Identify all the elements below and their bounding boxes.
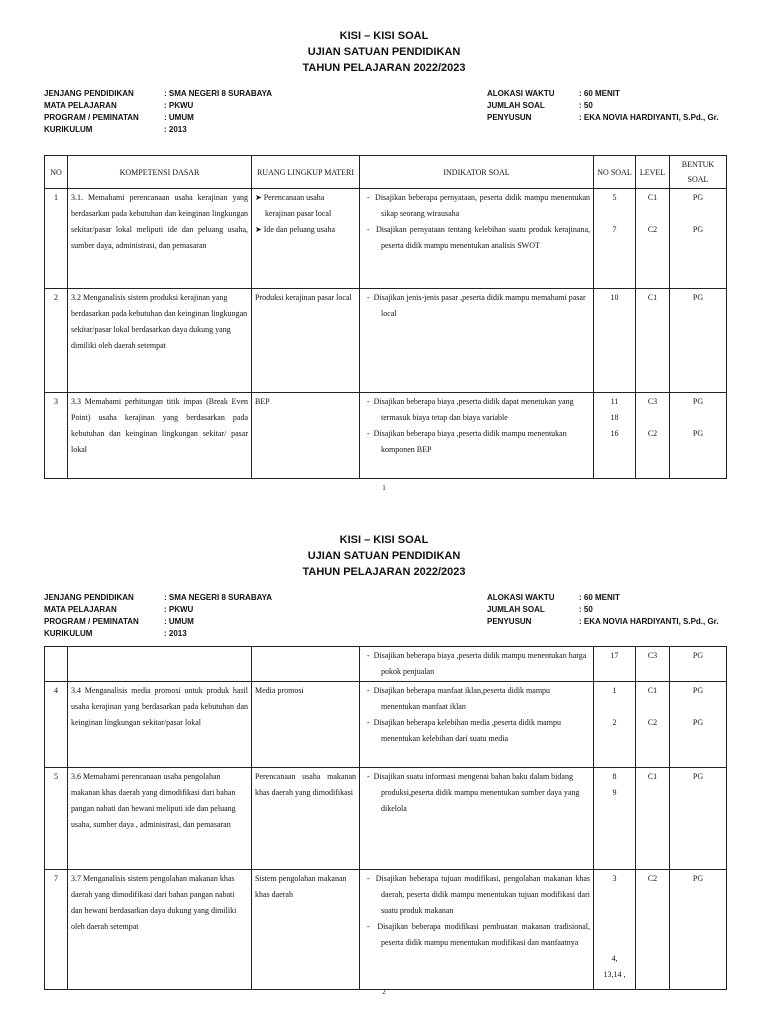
row-no: 3 — [45, 393, 68, 479]
doc-subtitle: UJIAN SATUAN PENDIDIKAN — [307, 550, 461, 562]
meta-value: : SMA NEGERI 8 SURABAYA — [164, 593, 273, 602]
row-no — [45, 647, 68, 682]
meta-value: : 2013 — [164, 125, 187, 134]
meta-value: : SMA NEGERI 8 SURABAYA — [164, 89, 273, 98]
row-level: C3 — [636, 647, 670, 682]
col-no: NO — [45, 156, 68, 189]
meta-value: : UMUM — [164, 617, 194, 626]
row-bentuk: PG PG — [670, 682, 727, 768]
meta-key: JENJANG PENDIDIKAN — [44, 593, 134, 602]
row-kd: 3.2 Menganalisis sistem produksi kerajinan yang berdasarkan pada kebutuhan dan keinginan lingkungan sekitar/pasar lokal berdasarkan daya dukung yang dimiliki oleh daerah setempat — [68, 289, 252, 393]
row-level: C1 — [636, 289, 670, 393]
meta-key: JUMLAH SOAL — [487, 605, 545, 614]
row-no-soal: 3 4, 13,14 , — [594, 870, 636, 990]
table-row — [45, 682, 727, 768]
meta-value: : EKA NOVIA HARDIYANTI, S.Pd., Gr. — [579, 617, 719, 626]
col-no-soal: NO SOAL — [594, 156, 636, 189]
row-bentuk: PG — [670, 870, 727, 990]
row-no-soal: 5 7 — [594, 189, 636, 289]
table-row — [45, 647, 727, 682]
meta-right — [487, 88, 719, 124]
col-kompetensi: KOMPETENSI DASAR — [68, 156, 252, 189]
meta-value: : 50 — [579, 101, 593, 110]
doc-title: KISI – KISI SOAL — [339, 534, 429, 546]
row-kd: 3.7 Menganalisis sistem pengolahan makanan khas daerah yang dimodifikasi dari bahan pangan nabati dan hewani berdasarkan daya dukung yang dimiliki oleh daerah setempat — [68, 870, 252, 990]
row-indikator — [360, 289, 594, 393]
row-indikator — [360, 870, 594, 990]
table-row — [45, 393, 727, 479]
row-kd: 3.1. Memahami perencanaan usaha kerajinan yang berdasarkan pada kebutuhan dan keinginan lingkungan sekitar/pasar lokal meliputi ide dan peluang usaha, sumber daya, administrasi, dan pemasaran — [68, 189, 252, 289]
table-row — [45, 189, 727, 289]
kisi-table-page2 — [44, 646, 727, 990]
row-bentuk: PG PG — [670, 393, 727, 479]
row-ruang-lingkup: Produksi kerajinan pasar local — [252, 289, 360, 393]
list-item: - Disajikan beberapa manfaat iklan,peserta didik mampu menentukan manfaat iklan — [367, 686, 551, 711]
meta-value: : PKWU — [164, 605, 194, 614]
row-ruang-lingkup: Sistem pengolahan makanan khas daerah — [252, 870, 360, 990]
meta-left — [44, 592, 272, 640]
row-no-soal: 1 2 — [594, 682, 636, 768]
row-level: C1 C2 — [636, 682, 670, 768]
page-number: 1 — [382, 484, 386, 492]
table-row — [45, 768, 727, 870]
row-kd: 3.4 Menganalisis media promosi untuk produk hasil usaha kerajinan yang berdasarkan pada kebutuhan dan keinginan lingkungan sekitar/pasar lokal — [68, 682, 252, 768]
meta-key: PROGRAM / PEMINATAN — [44, 617, 139, 626]
row-kd: 3.6 Memahami perencanaan usaha pengolahan makanan khas daerah yang dimodifikasi dari bahan pangan nabati dan hewani meliputi ide dan peluang usaha, sumber daya , administrasi, dan pemasaran — [68, 768, 252, 870]
row-bentuk: PG — [670, 768, 727, 870]
row-no-soal: 8 9 — [594, 768, 636, 870]
row-indikator — [360, 647, 594, 682]
row-ruang-lingkup — [252, 647, 360, 682]
meta-key: PENYUSUN — [487, 617, 532, 626]
row-level: C1 — [636, 768, 670, 870]
list-item: - Disajikan beberapa biaya ,peserta didik dapat menetukan yang termasuk biaya tetap dan biaya variable — [367, 397, 574, 422]
meta-key: KURIKULUM — [44, 125, 93, 134]
meta-key: MATA PELAJARAN — [44, 605, 117, 614]
table-row — [45, 289, 727, 393]
row-kd: 3.3 Memahami perhitungan titik impas (Break Even Point) usaha kerajinan yang berdasarkan pada kebutuhan dan keinginan lingkungan sekitar/ pasar lokal — [68, 393, 252, 479]
row-indikator — [360, 768, 594, 870]
row-ruang-lingkup — [252, 189, 360, 289]
row-no: 2 — [45, 289, 68, 393]
row-level: C2 — [636, 870, 670, 990]
table-row — [45, 870, 727, 990]
row-no: 7 — [45, 870, 68, 990]
row-no: 5 — [45, 768, 68, 870]
meta-value: : 60 MENIT — [579, 593, 620, 602]
table-header-row — [45, 156, 727, 189]
meta-key: ALOKASI WAKTU — [487, 593, 555, 602]
row-bentuk: PG — [670, 289, 727, 393]
meta-value: : EKA NOVIA HARDIYANTI, S.Pd., Gr. — [579, 113, 719, 122]
row-bentuk: PG — [670, 647, 727, 682]
meta-key: JUMLAH SOAL — [487, 101, 545, 110]
list-item: - Disajikan suatu informasi mengenai bahan baku dalam bidang produksi,peserta didik mampu menentukan sumber daya yang dikelola — [367, 772, 580, 813]
row-no: 1 — [45, 189, 68, 289]
meta-key: KURIKULUM — [44, 629, 93, 638]
list-item: - Disajikan jenis-jenis pasar ,peserta didik mampu memahami pasar local — [367, 293, 586, 318]
row-indikator — [360, 682, 594, 768]
list-item: - Disajikan beberapa pernyataan, peserta didik mampu menentukan sikap seorang wirausaha — [367, 193, 590, 218]
meta-value: : PKWU — [164, 101, 194, 110]
meta-left — [44, 88, 272, 136]
list-item: - Disajikan beberapa biaya ,peserta didik mampu menentukan komponen BEP — [367, 429, 567, 454]
page-number: 2 — [382, 988, 386, 996]
list-item: ➤ Ide dan peluang usaha — [255, 225, 336, 234]
kisi-table-page1 — [44, 155, 727, 479]
row-indikator — [360, 189, 594, 289]
col-bentuk: BENTUK SOAL — [670, 156, 727, 189]
list-item: - Disajikan beberapa kelebihan media ,peserta didik mampu menentukan kelebihan dari suatu media — [367, 718, 561, 743]
row-bentuk: PG PG — [670, 189, 727, 289]
col-indikator: INDIKATOR SOAL — [360, 156, 594, 189]
doc-year: TAHUN PELAJARAN 2022/2023 — [302, 566, 466, 578]
row-no: 4 — [45, 682, 68, 768]
row-kd — [68, 647, 252, 682]
meta-value: : 2013 — [164, 629, 187, 638]
row-no-soal: 10 — [594, 289, 636, 393]
meta-right — [487, 592, 719, 628]
meta-key: MATA PELAJARAN — [44, 101, 117, 110]
doc-subtitle: UJIAN SATUAN PENDIDIKAN — [307, 46, 461, 58]
row-no-soal: 17 — [594, 647, 636, 682]
row-ruang-lingkup: Perencanaan usaha makanan khas daerah yang dimodifikasi — [252, 768, 360, 870]
doc-year: TAHUN PELAJARAN 2022/2023 — [302, 62, 466, 74]
row-level: C3 C2 — [636, 393, 670, 479]
meta-key: JENJANG PENDIDIKAN — [44, 89, 134, 98]
meta-value: : 50 — [579, 605, 593, 614]
meta-value: : 60 MENIT — [579, 89, 620, 98]
meta-key: ALOKASI WAKTU — [487, 89, 555, 98]
meta-value: : UMUM — [164, 113, 194, 122]
row-ruang-lingkup: BEP — [252, 393, 360, 479]
list-item: ➤ Perencanaan usaha kerajinan pasar local — [255, 193, 332, 218]
meta-key: PROGRAM / PEMINATAN — [44, 113, 139, 122]
list-item: - Disajikan pernyataan tentang kelebihan suatu produk kerajinana, peserta didik mampu menentukan analisis SWOT — [367, 225, 590, 250]
col-ruang-lingkup: RUANG LINGKUP MATERI — [252, 156, 360, 189]
row-indikator — [360, 393, 594, 479]
row-level: C1 C2 — [636, 189, 670, 289]
doc-title: KISI – KISI SOAL — [339, 30, 429, 42]
meta-key: PENYUSUN — [487, 113, 532, 122]
list-item: - Disajikan beberapa tujuan modifikasi, pengolahan makanan khas daerah, peserta didik mampu menentukan tujuan modifikasi dari suatu produk makanan — [367, 874, 591, 915]
row-ruang-lingkup: Media promosi — [252, 682, 360, 768]
col-level: LEVEL — [636, 156, 670, 189]
list-item: - Disajikan beberapa biaya ,peserta didik mampu menentukan harga pokok penjualan — [367, 651, 587, 676]
row-no-soal: 11 18 16 — [594, 393, 636, 479]
list-item: - Disajikan beberapa modifikasi pembuatan makanan tradisional, peserta didik mampu menentukan modifikasi dan manfaatnya — [367, 922, 590, 947]
